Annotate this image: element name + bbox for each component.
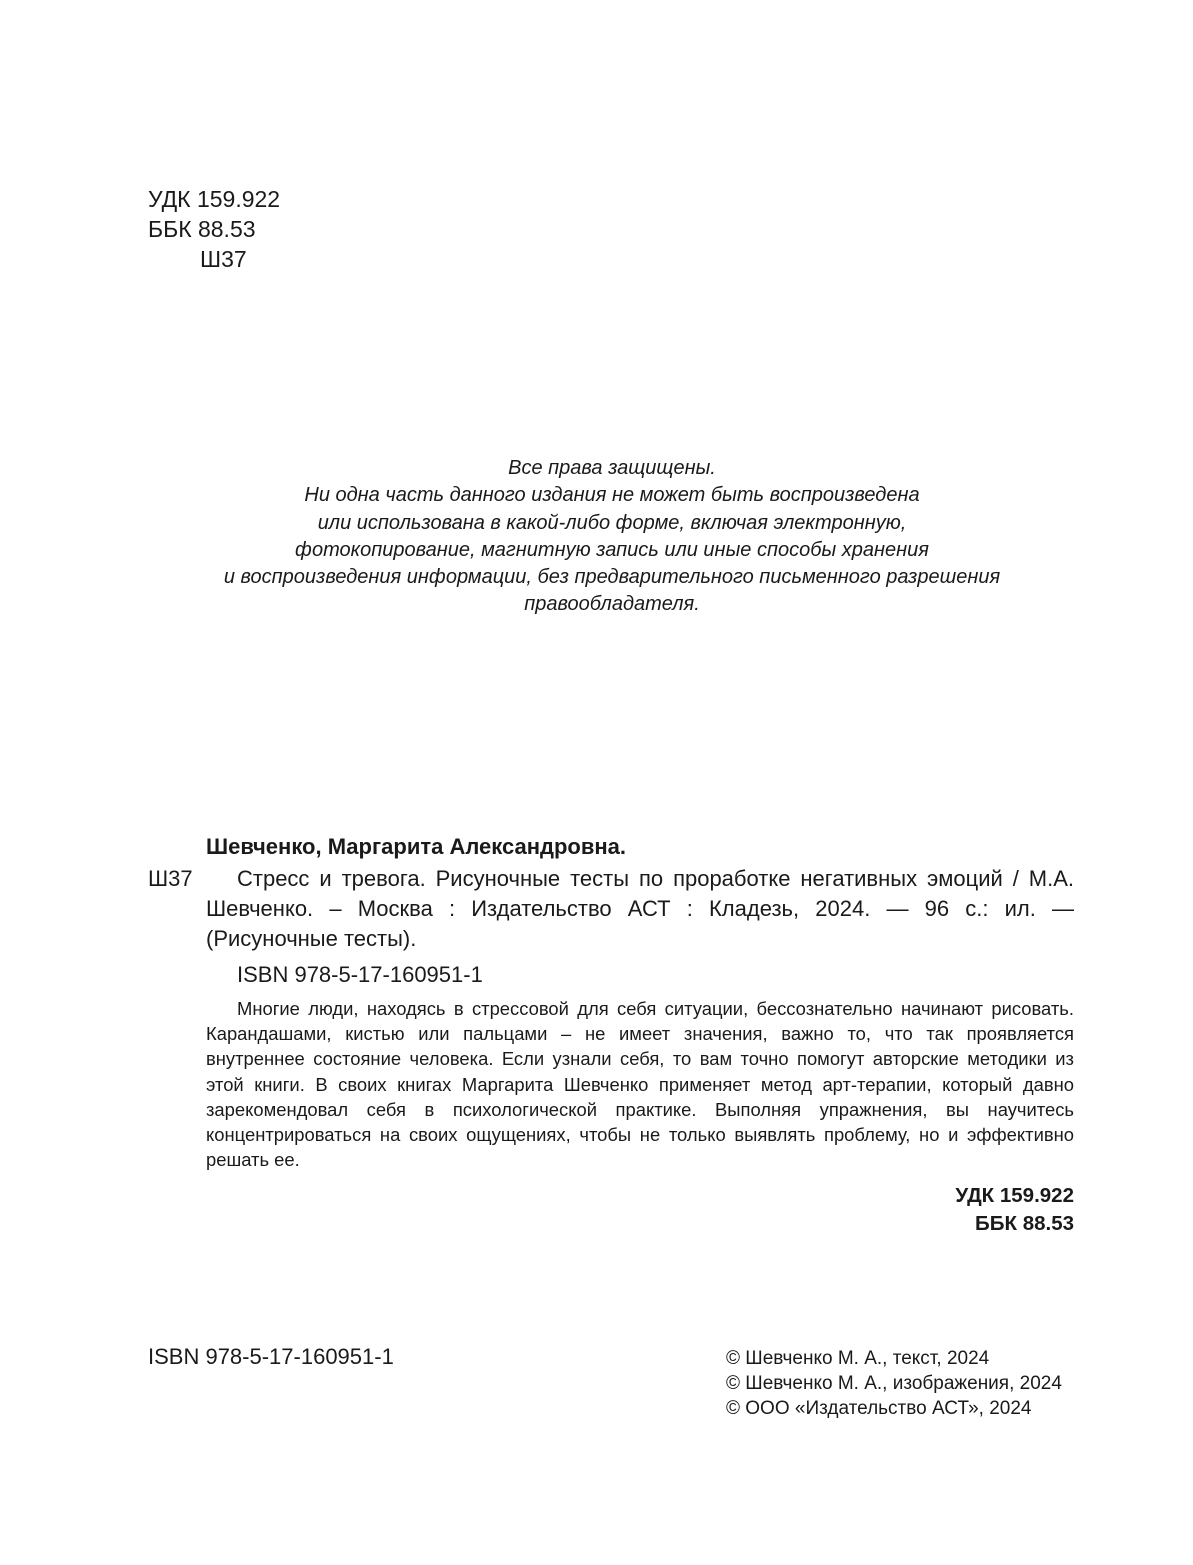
footer-isbn: ISBN 978-5-17-160951-1 (148, 1344, 394, 1369)
classification-block (148, 184, 280, 274)
copyright-line: © Шевченко М. А., изображения, 2024 (726, 1373, 1062, 1394)
copyright-line: © ООО «Издательство АСТ», 2024 (726, 1398, 1032, 1419)
record-entry (148, 864, 1074, 954)
rights-line: Ни одна часть данного издания не может быть воспроизведена (304, 484, 920, 507)
record-udk: УДК 159.922 (955, 1184, 1074, 1208)
record-codes (148, 1182, 1074, 1238)
rights-line: или использована в какой-либо форме, включая электронную, (317, 511, 907, 534)
rights-notice (150, 455, 1074, 619)
record-author: Шевченко, Маргарита Александровна. (206, 834, 627, 859)
record-annotation: Многие люди, находясь в стрессовой для себя ситуации, бессознательно начинают рисовать. Карандашами, кистью или пальцами – не имеет значения, важно то, что так проявляется внутреннее состояние человека. Если узнали себя, то вам точно помогут авторские методики из этой книги. В своих книгах Маргарита Шевченко применяет метод арт-терапии, который давно зарекомендовал себя в психологической практике. Выполняя упражнения, вы научитесь концентрироваться на своих ощущениях, чтобы не только выявлять проблему, но и эффективно решать ее. (206, 998, 1074, 1171)
record-description: Стресс и тревога. Рисуночные тесты по проработке негативных эмоций / М.А. Шевченко. – Москва : Издательство АСТ : Кладезь, 2024. — 96 с.: ил. — (Рисуночные тесты). (206, 866, 1074, 951)
record-bbk: ББК 88.53 (975, 1212, 1074, 1236)
record-isbn: ISBN 978-5-17-160951-1 (237, 962, 483, 987)
rights-line: фотокопирование, магнитную запись или иные способы хранения (295, 538, 929, 561)
rights-line: и воспроизведения информации, без предварительного письменного разрешения (223, 566, 1001, 589)
bibliographic-record (148, 832, 1074, 1238)
copyright-block (726, 1346, 1062, 1421)
record-author-sign: Ш37 (148, 866, 193, 891)
copyright-line: © Шевченко М. А., текст, 2024 (726, 1348, 990, 1369)
bbk-code: ББК 88.53 (148, 216, 256, 242)
author-sign: Ш37 (200, 246, 247, 272)
rights-line: правообладателя. (524, 593, 700, 616)
udk-code: УДК 159.922 (148, 186, 281, 212)
rights-line: Все права защищены. (508, 457, 716, 479)
